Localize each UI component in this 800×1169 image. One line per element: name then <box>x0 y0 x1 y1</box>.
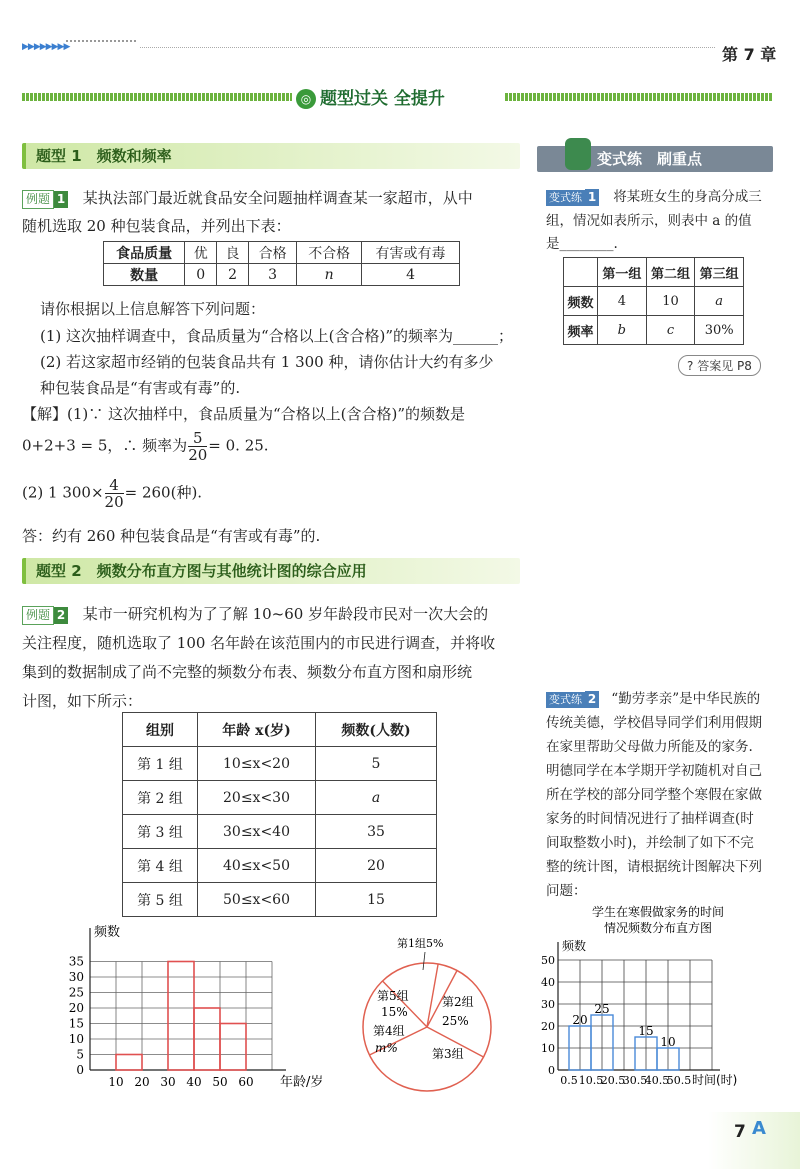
pie-label: 第2组 <box>442 995 474 1009</box>
practice-number: 2 <box>585 691 599 708</box>
practice-2-text-5: 家务的时间情况进行了抽样调查(时 <box>546 811 754 827</box>
banner-rule-left <box>22 93 292 101</box>
table-cell: 30% <box>695 316 744 345</box>
practice-2-text-6: 间取整数小时)，并绘制了如下不完 <box>546 835 754 851</box>
table-cell: 第 2 组 <box>123 781 198 815</box>
banner-title <box>296 84 445 109</box>
chart-title: 学生在寒假做家务的时间 <box>591 905 725 919</box>
pie-label: 第4组 <box>373 1024 405 1038</box>
table-cell: 年龄 x(岁) <box>198 713 316 747</box>
pie-label: 第1组5% <box>397 937 444 950</box>
y-tick-label: 35 <box>68 954 84 969</box>
y-tick-label: 20 <box>68 1001 84 1015</box>
practice-2-text-4: 所在学校的部分同学整个寒假在家做 <box>546 787 762 803</box>
y-tick-label: 25 <box>68 985 84 1000</box>
table-cell: 不合格 <box>297 242 362 264</box>
histogram-bar <box>220 1024 246 1071</box>
table-cell: 频率 <box>564 316 598 345</box>
header-arrows: ▶▶▶▶▶▶▶▶ <box>22 42 70 52</box>
page-number-tab <box>708 1112 800 1169</box>
table-cell: c <box>646 316 695 345</box>
y-tick-label: 0 <box>548 1064 555 1077</box>
sidebar-title <box>537 146 773 172</box>
histogram-bar <box>116 1055 142 1071</box>
x-axis-title: 年龄/岁 <box>280 1075 324 1090</box>
table-cell: 第 3 组 <box>123 815 198 849</box>
x-tick-label: 10.5 <box>578 1074 604 1087</box>
table-cell: 20≤x<30 <box>198 781 316 815</box>
solution-text: = 260(种). <box>124 483 203 502</box>
table-cell: 良 <box>217 242 249 264</box>
fraction-denominator: 20 <box>188 446 208 464</box>
y-axis-title: 频数 <box>562 939 587 953</box>
practice-1-line-2: 组，情况如表所示，则表中 a 的值 <box>546 213 752 229</box>
table-cell: 30≤x<40 <box>198 815 316 849</box>
example-number: 1 <box>54 191 68 208</box>
table-cell: n <box>297 264 362 286</box>
age-histogram <box>40 920 380 1092</box>
practice-2-line-1 <box>546 688 771 711</box>
practice-2-text-3: 明德同学在本学期开学初随机对自己 <box>546 763 762 779</box>
pie-label: m% <box>375 1041 398 1055</box>
table-cell: 第三组 <box>695 258 744 287</box>
histogram-bar <box>168 962 194 1071</box>
solution-line-2 <box>22 430 269 463</box>
table-row <box>123 781 437 815</box>
practice-2-text-1: 传统美德，学校倡导同学们利用假期 <box>546 715 762 731</box>
table-cell: 频数(人数) <box>316 713 437 747</box>
table-row <box>104 264 460 286</box>
table-cell: 优 <box>185 242 217 264</box>
age-frequency-table <box>122 712 437 917</box>
y-tick-label: 15 <box>68 1016 84 1031</box>
table-cell: 组别 <box>123 713 198 747</box>
example-number: 2 <box>54 607 68 624</box>
table-cell: 5 <box>316 747 437 781</box>
table-cell: 频数 <box>564 287 598 316</box>
pie-leader-line <box>423 952 425 970</box>
chores-histogram <box>536 902 772 1092</box>
pie-slice-edge-第5组 <box>383 981 427 1027</box>
banner-text: 题型过关 全提升 <box>320 89 445 109</box>
question-1: (1) 这次抽样调查中，食品质量为“合格以上(含合格)”的频率为______； <box>40 327 514 345</box>
table-cell: 第二组 <box>646 258 695 287</box>
practice-2-text-2: 在家里帮助父母做力所能及的家务. <box>546 739 753 755</box>
banner-rule-right <box>505 93 773 101</box>
example-1-line-1 <box>22 187 473 209</box>
student-icon <box>565 138 591 170</box>
fraction-numerator: 4 <box>105 477 124 494</box>
y-tick-label: 10 <box>541 1042 555 1055</box>
table-cell: 3 <box>248 264 296 286</box>
table-cell <box>564 258 598 287</box>
table-cell: 合格 <box>248 242 296 264</box>
table-cell: 15 <box>316 883 437 917</box>
practice-number: 1 <box>585 189 599 206</box>
table-cell: 4 <box>362 264 460 286</box>
table-row <box>123 747 437 781</box>
header-dots <box>66 40 136 42</box>
table-row <box>564 316 744 345</box>
chart-subtitle: 情况频数分布直方图 <box>603 921 713 935</box>
header-divider <box>140 47 715 48</box>
page-number: 7 <box>734 1122 746 1142</box>
practice-1-line-3: 是________. <box>546 236 618 252</box>
question-2a: (2) 若这家超市经销的包装食品共有 1 300 种，请你估计大约有多少 <box>40 353 494 371</box>
solution-text: (2) 1 300× <box>22 483 104 502</box>
table-cell: 2 <box>217 264 249 286</box>
example-tag: 例题 <box>22 190 54 209</box>
swirl-icon: ◎ <box>296 89 316 109</box>
height-group-table <box>563 257 744 345</box>
y-tick-label: 10 <box>68 1032 84 1046</box>
table-header-row <box>104 242 460 264</box>
fraction-numerator: 5 <box>188 430 207 447</box>
data-label: 10 <box>660 1035 676 1049</box>
table-cell: 第 5 组 <box>123 883 198 917</box>
practice-1-line-1 <box>546 186 771 209</box>
solution-answer: 答：约有 260 种包装食品是“有害或有毒”的. <box>22 527 321 545</box>
table-header-row <box>123 713 437 747</box>
pie-label: 25% <box>442 1014 469 1028</box>
x-tick-label: 30 <box>160 1075 176 1089</box>
example-2-line-3: 集到的数据制成了尚不完整的频数分布表、频数分布直方图和扇形统 <box>22 663 473 681</box>
question-intro: 请你根据以上信息解答下列问题： <box>40 300 266 318</box>
logo-a-icon: A <box>752 1118 766 1139</box>
data-label: 25 <box>594 1002 610 1016</box>
x-tick-label: 20 <box>134 1075 150 1089</box>
x-tick-label: 40.5 <box>644 1074 670 1087</box>
practice-1-text-1: 将某班女生的身高分成三 <box>613 189 762 205</box>
food-quality-table <box>103 241 460 286</box>
fraction <box>105 477 124 510</box>
x-tick-label: 10 <box>108 1075 124 1089</box>
table-cell: 20 <box>316 849 437 883</box>
table-header-row <box>564 258 744 287</box>
example-2-line-4: 计图，如下所示： <box>22 692 143 710</box>
pie-label: 第3组 <box>432 1047 464 1061</box>
y-tick-label: 20 <box>541 1020 555 1033</box>
solution-line-3 <box>22 477 202 510</box>
table-cell: a <box>316 781 437 815</box>
table-cell: 50≤x<60 <box>198 883 316 917</box>
table-cell: 有害或有毒 <box>362 242 460 264</box>
example-tag: 例题 <box>22 606 54 625</box>
table-cell: 10 <box>646 287 695 316</box>
x-tick-label: 40 <box>186 1075 202 1089</box>
x-axis-title: 时间(时) <box>692 1073 738 1087</box>
solution-line-1: 【解】(1)∵ 这次抽样中，食品质量为“合格以上(含合格)”的频数是 <box>22 405 466 423</box>
table-cell: 第 4 组 <box>123 849 198 883</box>
table-cell: 10≤x<20 <box>198 747 316 781</box>
x-tick-label: 50.5 <box>666 1074 692 1087</box>
example-1-line-2: 随机选取 20 种包装食品，并列出下表： <box>22 217 291 235</box>
data-label: 15 <box>638 1024 654 1038</box>
example-2-line-2: 关注程度，随机选取了 100 名年龄在该范围内的市民进行调查，并将收 <box>22 634 496 652</box>
table-row <box>564 287 744 316</box>
table-cell: 35 <box>316 815 437 849</box>
question-icon: ? <box>687 359 694 373</box>
table-cell: 第 1 组 <box>123 747 198 781</box>
example-1-text-1: 某执法部门最近就食品安全问题抽样调查某一家超市，从中 <box>82 189 473 207</box>
practice-2-text-8: 问题： <box>546 883 587 899</box>
section-1-title: 题型 1 频数和频率 <box>22 143 520 169</box>
table-cell: 第一组 <box>598 258 647 287</box>
answer-reference[interactable] <box>678 355 761 376</box>
pie-label: 第5组 <box>377 989 409 1003</box>
y-axis-title: 频数 <box>94 925 121 940</box>
group-pie-chart <box>345 930 520 1100</box>
table-cell: 0 <box>185 264 217 286</box>
table-cell: a <box>695 287 744 316</box>
y-tick-label: 0 <box>76 1063 84 1077</box>
x-tick-label: 50 <box>212 1075 228 1089</box>
section-2-title: 题型 2 频数分布直方图与其他统计图的综合应用 <box>22 558 520 584</box>
answer-reference-text: 答案见 P8 <box>697 359 752 373</box>
x-tick-label: 60 <box>238 1075 254 1089</box>
practice-2-text-0: “勤劳孝亲”是中华民族的 <box>611 691 761 707</box>
table-row <box>123 849 437 883</box>
fraction-denominator: 20 <box>104 493 124 511</box>
table-cell: 食品质量 <box>104 242 185 264</box>
y-tick-label: 5 <box>76 1047 84 1062</box>
example-2-text-1: 某市一研究机构为了了解 10~60 岁年龄段市民对一次大会的 <box>82 605 489 623</box>
sidebar-title-text: 变式练 刷重点 <box>597 150 703 168</box>
y-tick-label: 50 <box>541 954 555 967</box>
solution-text: = 0. 25. <box>208 436 269 455</box>
x-tick-label: 20.5 <box>600 1074 626 1087</box>
table-row <box>123 815 437 849</box>
table-cell: 4 <box>598 287 647 316</box>
fraction <box>188 430 207 463</box>
solution-text: 0+2+3 = 5，∴ 频率为 <box>22 436 188 455</box>
practice-2-text-7: 整的统计图，请根据统计图解决下列 <box>546 859 762 875</box>
pie-label: 15% <box>381 1005 408 1019</box>
table-cell: b <box>598 316 647 345</box>
table-cell: 40≤x<50 <box>198 849 316 883</box>
table-cell: 数量 <box>104 264 185 286</box>
table-row <box>123 883 437 917</box>
chapter-label: 第 7 章 <box>722 45 777 64</box>
question-2b: 种包装食品是“有害或有毒”的. <box>40 379 241 397</box>
example-2-line-1 <box>22 603 488 625</box>
y-tick-label: 30 <box>541 998 555 1011</box>
practice-tag: 变式练 <box>546 190 585 206</box>
y-tick-label: 40 <box>541 976 555 989</box>
data-label: 20 <box>572 1013 588 1027</box>
y-tick-label: 30 <box>68 970 84 984</box>
practice-tag: 变式练 <box>546 692 585 708</box>
x-tick-label: 0.5 <box>560 1074 578 1087</box>
x-tick-label: 30.5 <box>622 1074 648 1087</box>
